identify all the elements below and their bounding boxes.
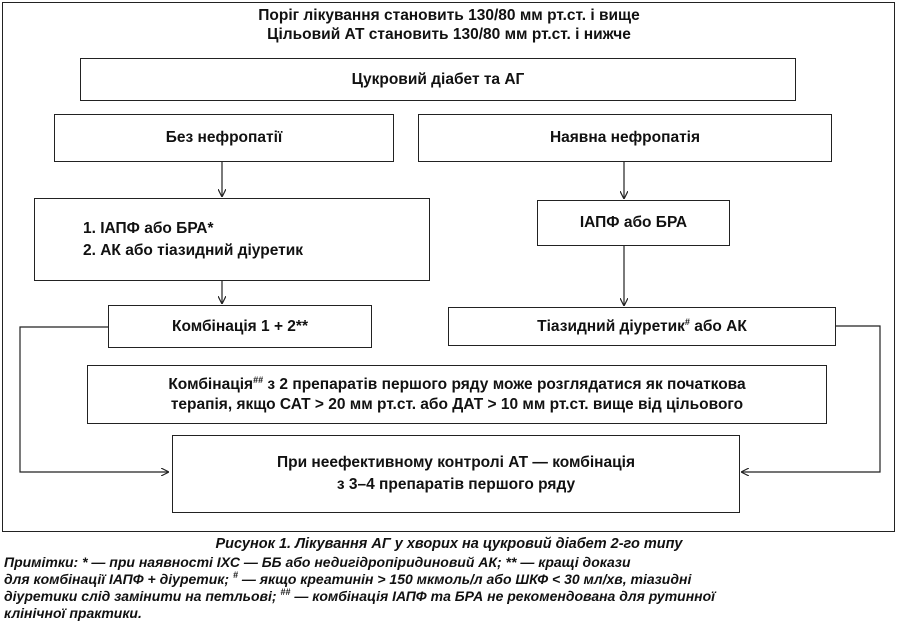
notes-line-2-mark: #	[232, 570, 238, 580]
box-initial-combination-note	[87, 365, 827, 424]
notes-line-2a: для комбінації ІАПФ + діуретик;	[4, 571, 233, 587]
threshold-text: Поріг лікування становить 130/80 мм рт.ст. і вище	[258, 7, 640, 24]
ineffective-control-text	[277, 452, 635, 496]
figure-caption: Рисунок 1. Лікування АГ у хворих на цукровий діабет 2-го типу	[215, 536, 683, 552]
box-no-nephropathy	[54, 114, 394, 162]
target-text: Цільовий АТ становить 130/80 мм рт.ст. і нижче	[267, 26, 631, 43]
notes-line-1: Примітки: * — при наявності ІХС — ББ або недигідропіридиновий АК; ** — кращі докази	[4, 554, 631, 570]
box-diabetes-hypertension	[80, 58, 796, 101]
thiazide-tail: або АК	[689, 317, 747, 335]
box-first-line-options	[34, 198, 430, 281]
box-thiazide-or-ca-label	[537, 318, 747, 336]
initial-combination-note-text	[168, 375, 745, 415]
first-line-option-2: 2. АК або тіазидний діуретик	[83, 241, 303, 259]
notes-line-4: клінічної практики.	[4, 605, 142, 621]
notes-line-3a: діуретики слід замінити на петльові;	[4, 588, 281, 604]
box-acei-arb	[537, 200, 730, 246]
figure-notes	[4, 554, 894, 622]
notes-line-2	[4, 571, 894, 588]
box-combination-1-2	[108, 305, 372, 348]
combo-note-word: Комбінація	[168, 375, 254, 393]
notes-line-2b: — якщо креатинін > 150 мкмоль/л або ШКФ < 30 мл/хв, тіазидні	[237, 571, 692, 587]
notes-line-3	[4, 588, 894, 605]
combo-note-line2: терапія, якщо САТ > 20 мм рт.ст. або ДАТ > 10 мм рт.ст. вище від цільового	[170, 395, 744, 413]
box-combination-1-2-label: Комбінація 1 + 2**	[171, 317, 308, 335]
first-line-option-1: 1. ІАПФ або БРА*	[83, 219, 214, 237]
box-diabetes-hypertension-label: Цукровий діабет та АГ	[351, 70, 525, 88]
box-acei-arb-label: ІАПФ або БРА	[579, 214, 688, 231]
final-line-2: з 3–4 препаратів першого ряду	[336, 476, 576, 493]
combo-note-mark: ##	[253, 374, 264, 385]
box-thiazide-or-ca	[448, 307, 836, 346]
combo-note-rest: з 2 препаратів першого ряду може розглядатися як початкова	[263, 375, 746, 393]
box-ineffective-control	[172, 435, 740, 513]
notes-line-3-mark: ##	[280, 587, 291, 597]
box-nephropathy-label: Наявна нефропатія	[549, 129, 701, 146]
final-line-1: При неефективному контролі АТ — комбінація	[276, 454, 636, 471]
box-no-nephropathy-label: Без нефропатії	[165, 129, 283, 146]
box-nephropathy	[418, 114, 832, 162]
thiazide-text: Тіазидний діуретик	[537, 317, 685, 335]
notes-line-3b: — комбінація ІАПФ та БРА не рекомендована для рутинної	[290, 588, 716, 604]
thiazide-mark: #	[684, 316, 690, 327]
